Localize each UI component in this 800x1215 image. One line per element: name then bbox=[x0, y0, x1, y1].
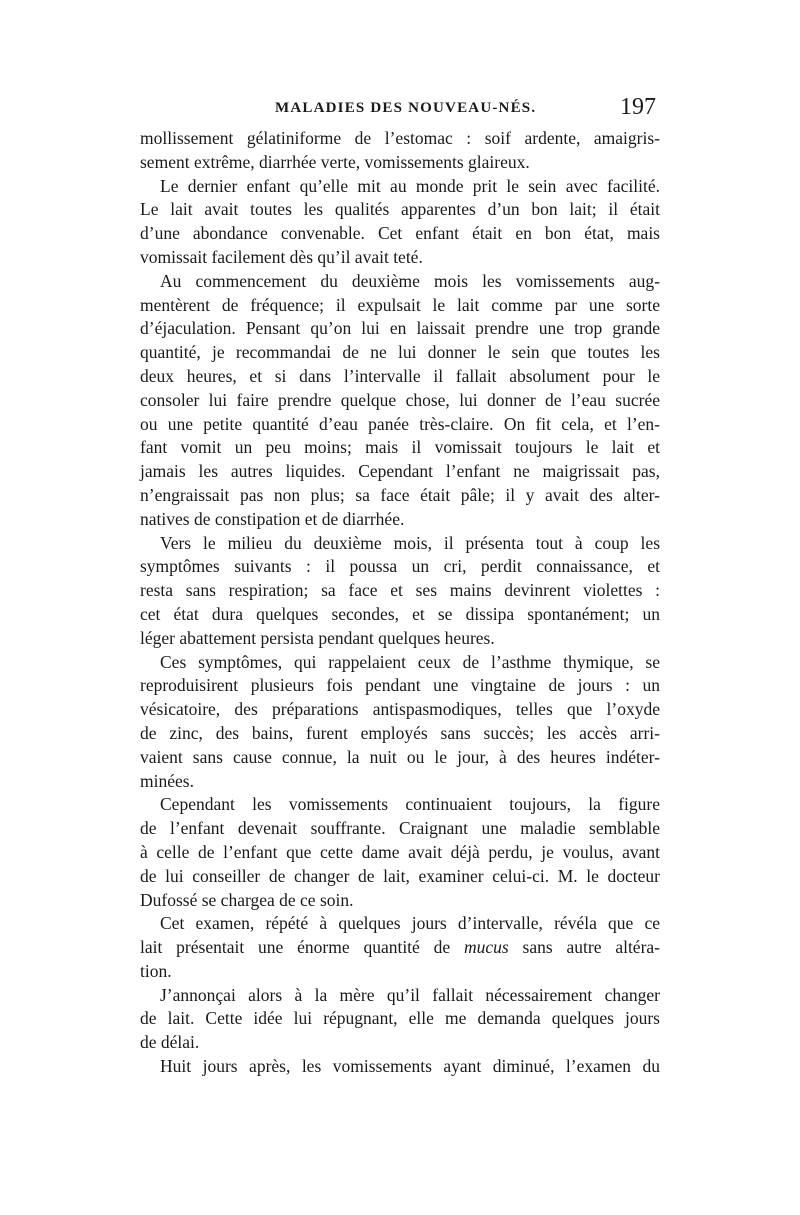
text-line: mollissement gélatiniforme de l’estomac : soif ardente, amaigris- bbox=[140, 128, 660, 148]
text-line: de délai. bbox=[140, 1032, 200, 1053]
text-line: Au commencement du deuxième mois les vomissements aug- bbox=[160, 270, 660, 291]
text-line: Cet examen, répété à quelques jours d’intervalle, révéla que ce bbox=[160, 913, 660, 934]
text-line: quantité, je recommandai de ne lui donner le sein que toutes les bbox=[140, 342, 660, 363]
text-line: Le dernier enfant qu’elle mit au monde prit le sein avec facilité. bbox=[160, 175, 660, 196]
text-line: Le lait avait toutes les qualités apparentes d’un bon lait; il était bbox=[140, 199, 660, 220]
text-line: de l’enfant devenait souffrante. Craignant une maladie semblable bbox=[140, 818, 660, 839]
text-line: vomissait facilement dès qu’il avait teté. bbox=[140, 246, 423, 267]
text-line: de lait. Cette idée lui répugnant, elle me demanda quelques jours bbox=[140, 1008, 660, 1029]
text-line: deux heures, et si dans l’intervalle il fallait absolument pour le bbox=[140, 365, 660, 386]
text-line: d’une abondance convenable. Cet enfant était en bon état, mais bbox=[140, 223, 660, 244]
text-line: sement extrême, diarrhée verte, vomissements glaireux. bbox=[140, 151, 530, 172]
text-line: mentèrent de fréquence; il expulsait le lait comme par une sorte bbox=[140, 294, 660, 315]
text-line: cet état dura quelques secondes, et se dissipa spontanément; un bbox=[140, 603, 660, 624]
text-line: ou une petite quantité d’eau panée très-claire. On fit cela, et l’en- bbox=[140, 413, 660, 434]
text-line: fant vomit un peu moins; mais il vomissait toujours le lait et bbox=[140, 437, 660, 458]
text-line: natives de constipation et de diarrhée. bbox=[140, 508, 405, 529]
text-line: à celle de l’enfant que cette dame avait déjà perdu, je voulus, avant bbox=[140, 841, 660, 862]
text-line: reproduisirent plusieurs fois pendant une vingtaine de jours : un bbox=[140, 675, 660, 696]
text-line: consoler lui faire prendre quelque chose, lui donner de l’eau sucrée bbox=[140, 389, 660, 410]
text-line: de lui conseiller de changer de lait, examiner celui-ci. M. le docteur bbox=[140, 865, 660, 886]
text-line: Dufossé se chargea de ce soin. bbox=[140, 889, 354, 910]
text-line: symptômes suivants : il poussa un cri, perdit connaissance, et bbox=[140, 556, 660, 577]
text-line: vaient sans cause connue, la nuit ou le jour, à des heures indéter- bbox=[140, 746, 660, 767]
text-line: minées. bbox=[140, 770, 194, 791]
text-line: tion. bbox=[140, 960, 172, 981]
text-line: Ces symptômes, qui rappelaient ceux de l’asthme thymique, se bbox=[160, 651, 660, 672]
body-text bbox=[140, 127, 660, 1079]
page-number: 197 bbox=[620, 94, 656, 120]
text-line: jamais les autres liquides. Cependant l’enfant ne maigrissait pas, bbox=[140, 461, 660, 482]
text-line: Vers le milieu du deuxième mois, il présenta tout à coup les bbox=[160, 532, 660, 553]
text-line: Huit jours après, les vomissements ayant diminué, l’examen du bbox=[160, 1056, 660, 1077]
text-line: J’annonçai alors à la mère qu’il fallait nécessairement changer bbox=[160, 984, 660, 1005]
text-line: vésicatoire, des préparations antispasmodiques, telles que l’oxyde bbox=[140, 699, 660, 720]
running-title: MALADIES DES NOUVEAU-NÉS. bbox=[275, 100, 537, 116]
text-line: lait présentait une énorme quantité de mucus sans autre altéra- bbox=[140, 937, 661, 958]
text-line: d’éjaculation. Pensant qu’on lui en laissait prendre une trop grande bbox=[140, 318, 660, 339]
running-head bbox=[140, 96, 660, 124]
text-line: n’engraissait pas non plus; sa face était pâle; il y avait des alter- bbox=[140, 484, 660, 505]
text-line: léger abattement persista pendant quelques heures. bbox=[140, 627, 495, 648]
text-line: Cependant les vomissements continuaient toujours, la figure bbox=[160, 794, 660, 815]
italic-term: mucus bbox=[464, 937, 509, 958]
text-line: de zinc, des bains, furent employés sans succès; les accès arri- bbox=[140, 722, 660, 743]
text-line: resta sans respiration; sa face et ses mains devinrent violettes : bbox=[140, 580, 660, 601]
